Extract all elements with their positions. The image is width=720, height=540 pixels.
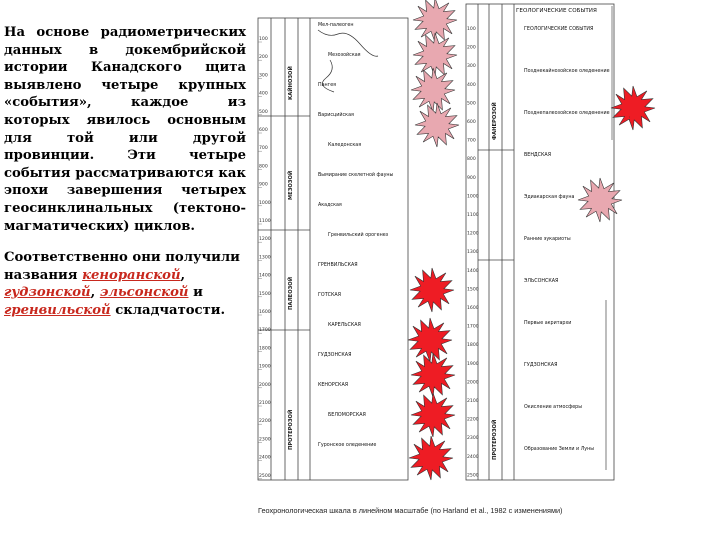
scale-right-tick: 1100 bbox=[467, 213, 479, 218]
scale-right-tick: 1000 bbox=[467, 194, 479, 200]
scale-right-tick: 500 bbox=[467, 101, 476, 107]
scale-left-tick: 700 bbox=[259, 146, 268, 152]
text-block bbox=[4, 24, 246, 320]
scale-right-tick: 200 bbox=[467, 45, 476, 51]
chart-caption: Геохронологическая шкала в линейном масштабе (по Harland et al., 1982 с изменениями) bbox=[258, 506, 563, 515]
scale-right-tick: 1700 bbox=[467, 324, 479, 330]
scale-left-tick: 900 bbox=[259, 182, 268, 188]
orogeny-lead: Соответственно они получили названия bbox=[4, 250, 240, 283]
scale-right-tick: 1200 bbox=[467, 231, 479, 237]
orogeny-name-elson: эльсонской bbox=[99, 285, 189, 301]
event-right-label: Позднекайнозойское оледенение bbox=[524, 69, 610, 74]
scale-left-tick: 600 bbox=[259, 128, 268, 133]
scale-left-tick: 1200 bbox=[259, 237, 271, 243]
scale-left-tick: 500 bbox=[259, 109, 268, 115]
event-left-label: Мезозойская bbox=[328, 53, 361, 58]
scale-right-tick: 900 bbox=[467, 175, 476, 181]
scale-right-tick: 2500 bbox=[467, 473, 479, 479]
eon-left-proterozoic: ПРОТЕРОЗОЙ bbox=[288, 409, 294, 450]
orogeny-name-grenville: гренвильской bbox=[4, 302, 111, 318]
event-right-label: Позднепалеозойское оледенение bbox=[524, 111, 610, 116]
orogeny-name-kenoran: кеноранской bbox=[82, 267, 181, 283]
scale-right-tick: 1400 bbox=[467, 268, 479, 274]
intro-paragraph: На основе радиометрических данных в докембрийской истории Канадского щита выявлено четыре крупных «события», каждое из которых явилось основным для той или другой провинции. Эти четыре события рассматриваются как эпохи завершения четырех геосинклинальных (тектоно-магматических) циклов. bbox=[4, 25, 246, 234]
starburst-marker bbox=[411, 353, 455, 397]
scale-left-tick: 1400 bbox=[259, 273, 271, 279]
orogeny-joiner: и bbox=[193, 285, 203, 301]
eon-left-cenozoic: КАЙНОЗОЙ bbox=[288, 66, 294, 100]
event-left-label: Варисцийская bbox=[318, 113, 354, 118]
scale-left-tick: 1300 bbox=[259, 255, 271, 261]
scale-right-tick: 1500 bbox=[467, 287, 479, 293]
starburst-marker bbox=[611, 86, 655, 130]
scale-right-tick: 300 bbox=[467, 64, 476, 70]
scale-right-tick: 700 bbox=[467, 138, 476, 144]
orogeny-paragraph: Соответственно они получили названия кеноранской, гудзонской, эльсонской и гренвильской складчатости. bbox=[4, 250, 240, 318]
event-right-label: ГУДЗОНСКАЯ bbox=[524, 363, 558, 368]
scale-right-tick: 2100 bbox=[467, 399, 479, 404]
starburst-marker bbox=[411, 393, 455, 437]
starburst-marker bbox=[408, 318, 452, 362]
event-right-label: Окисление атмосферы bbox=[524, 405, 582, 410]
chart-header-right: ГЕОЛОГИЧЕСКИЕ СОБЫТИЯ bbox=[516, 8, 597, 14]
event-right-label: Первые акритархи bbox=[524, 321, 572, 326]
scale-right-tick: 800 bbox=[467, 157, 476, 163]
event-right-label: Образование Земли и Луны bbox=[524, 447, 595, 452]
event-left-label: КАРЕЛЬСКАЯ bbox=[328, 323, 361, 328]
eon-right-phanerozoic: ФАНЕРОЗОЙ bbox=[492, 102, 498, 140]
eon-right-proterozoic: ПРОТЕРОЗОЙ bbox=[492, 419, 498, 460]
starburst-marker bbox=[411, 68, 455, 112]
starburst-marker bbox=[410, 268, 454, 312]
scale-left-tick: 1800 bbox=[259, 346, 271, 352]
scale-left-tick: 2400 bbox=[259, 455, 271, 461]
scale-right-tick: 1600 bbox=[467, 306, 479, 311]
event-left-label: Мел-палеоген bbox=[318, 23, 354, 28]
starburst-marker bbox=[578, 178, 622, 222]
scale-right-tick: 100 bbox=[467, 27, 476, 32]
scale-left-tick: 2200 bbox=[259, 419, 271, 425]
event-left-label: Пангея bbox=[318, 83, 337, 88]
orogeny-tail: складчатости. bbox=[115, 302, 226, 318]
event-left-label: Гренвильский орогенез bbox=[328, 233, 389, 238]
event-left-label: ГУДЗОНСКАЯ bbox=[318, 353, 352, 358]
scale-right-tick: 2000 bbox=[467, 380, 479, 386]
scale-right-tick: 1800 bbox=[467, 343, 479, 349]
event-left-label: Вымирание скелетной фауны bbox=[318, 173, 394, 178]
svg-text:…: … bbox=[627, 115, 632, 120]
scale-left-tick: 2000 bbox=[259, 382, 271, 388]
scale-left-tick: 2100 bbox=[259, 401, 271, 406]
event-right-label: Эдиакарская фауна bbox=[524, 195, 575, 200]
scale-left-tick: 300 bbox=[259, 73, 268, 79]
starburst-marker bbox=[409, 436, 453, 480]
starburst-marker bbox=[413, 33, 457, 77]
scale-left-tick: 1600 bbox=[259, 310, 271, 315]
scale-right-tick: 2300 bbox=[467, 436, 479, 442]
event-right-label: ВЕНДСКАЯ bbox=[524, 153, 552, 158]
scale-left-tick: 2500 bbox=[259, 473, 271, 479]
scale-left-tick: 1900 bbox=[259, 364, 271, 370]
event-left-label: БЕЛОМОРСКАЯ bbox=[328, 413, 366, 418]
scale-right-tick: 400 bbox=[467, 82, 476, 88]
event-right-label: ЭЛЬСОНСКАЯ bbox=[524, 279, 559, 284]
scale-right-tick: 2200 bbox=[467, 417, 479, 423]
event-right-label: ГЕОЛОГИЧЕСКИЕ СОБЫТИЯ bbox=[524, 27, 594, 32]
scale-right-tick: 1900 bbox=[467, 361, 479, 367]
eon-left-paleozoic: ПАЛЕОЗОЙ bbox=[288, 276, 294, 310]
event-left-label: Акадская bbox=[318, 203, 342, 208]
starburst-marker bbox=[415, 103, 459, 147]
scale-left-tick: 400 bbox=[259, 91, 268, 97]
event-left-label: ГРЕНВИЛЬСКАЯ bbox=[318, 263, 358, 268]
event-left-label: ГОТСКАЯ bbox=[318, 293, 342, 298]
event-left-label: Гуронское оледенение bbox=[318, 443, 377, 448]
event-left-label: КЕНОРСКАЯ bbox=[318, 383, 349, 388]
eon-left-mesozoic: МЕЗОЗОЙ bbox=[288, 170, 294, 200]
scale-left-tick: 1700 bbox=[259, 328, 271, 334]
scale-left-tick: 1100 bbox=[259, 219, 271, 224]
scale-right-tick: 2400 bbox=[467, 454, 479, 460]
orogeny-name-hudson: гудзонской bbox=[4, 285, 91, 301]
scale-left-tick: 800 bbox=[259, 164, 268, 170]
event-left-label: Каледонская bbox=[328, 143, 362, 148]
scale-left-tick: 200 bbox=[259, 55, 268, 61]
scale-right-tick: 600 bbox=[467, 120, 476, 125]
event-right-label: Ранние эукариоты bbox=[524, 237, 571, 242]
geochronology-chart bbox=[248, 0, 720, 500]
scale-left-tick: 1000 bbox=[259, 200, 271, 206]
scale-left-tick: 1500 bbox=[259, 291, 271, 297]
scale-right-tick: 1300 bbox=[467, 250, 479, 256]
scale-left-tick: 100 bbox=[259, 37, 268, 42]
scale-left-tick: 2300 bbox=[259, 437, 271, 443]
